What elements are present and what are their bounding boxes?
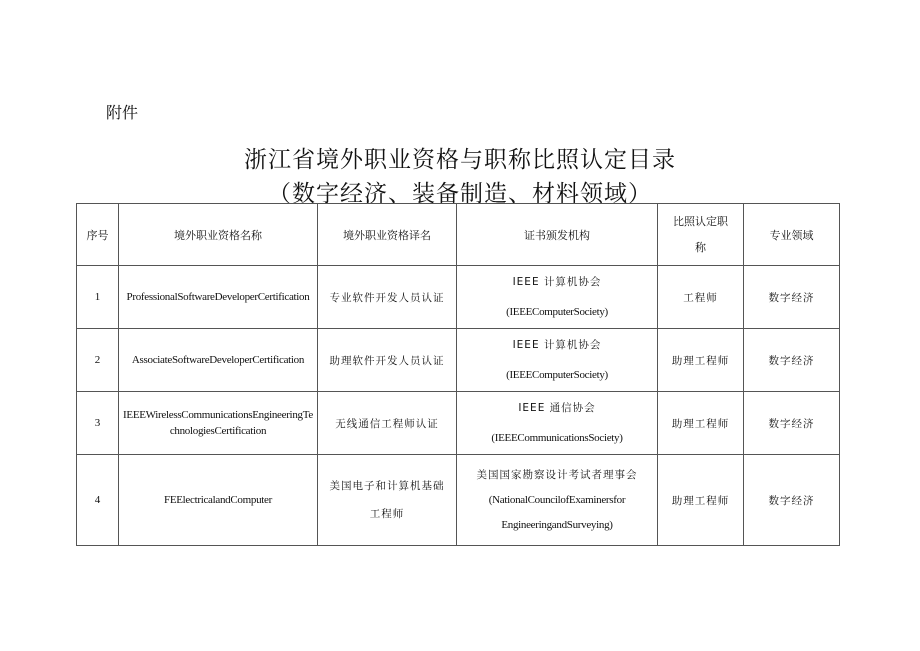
- table-header-row: [77, 204, 840, 266]
- issuer-cn: IEEE 计算机协会: [512, 276, 602, 288]
- issuer-cn: 美国国家勘察设计考试者理事会: [476, 468, 638, 481]
- issuer-en: (IEEECommunicationsSociety): [491, 432, 623, 444]
- header-translation: 境外职业资格译名: [318, 204, 457, 266]
- cell-no: 2: [77, 329, 119, 392]
- issuer-cn: IEEE 通信协会: [518, 402, 596, 414]
- cell-translation: 助理软件开发人员认证: [318, 329, 457, 392]
- header-issuer: 证书颁发机构: [457, 204, 658, 266]
- table-row: [77, 392, 840, 455]
- header-equivalent: [658, 204, 744, 266]
- cell-issuer: [457, 329, 658, 392]
- cell-name: ProfessionalSoftwareDeveloperCertification: [119, 266, 318, 329]
- issuer-cn: IEEE 计算机协会: [512, 339, 602, 351]
- cell-name: AssociateSoftwareDeveloperCertification: [119, 329, 318, 392]
- header-equivalent-line1: 比照认定职: [673, 214, 728, 228]
- cell-issuer: [457, 455, 658, 546]
- cell-translation: 无线通信工程师认证: [318, 392, 457, 455]
- cell-no: 3: [77, 392, 119, 455]
- cell-issuer: [457, 392, 658, 455]
- header-no: 序号: [77, 204, 119, 266]
- cell-no: 1: [77, 266, 119, 329]
- cell-equivalent: 助理工程师: [658, 329, 744, 392]
- cell-field: 数字经济: [744, 392, 840, 455]
- cell-no: 4: [77, 455, 119, 546]
- cell-translation: [318, 455, 457, 546]
- page-title: 浙江省境外职业资格与职称比照认定目录: [244, 147, 676, 173]
- cell-name: FEElectricalandComputer: [119, 455, 318, 546]
- issuer-en-line1: (NationalCouncilofExaminersfor: [488, 493, 626, 506]
- header-equivalent-line2: 称: [695, 240, 706, 254]
- translation-line1: 美国电子和计算机基础: [329, 480, 445, 492]
- cell-name: IEEEWirelessCommunicationsEngineeringTechnologiesCertification: [119, 392, 318, 455]
- cell-field: 数字经济: [744, 266, 840, 329]
- table-row: [77, 455, 840, 546]
- attachment-label: 附件: [106, 103, 139, 122]
- issuer-en: (IEEEComputerSociety): [506, 306, 608, 318]
- cell-equivalent: 助理工程师: [658, 392, 744, 455]
- cell-translation: 专业软件开发人员认证: [318, 266, 457, 329]
- cell-field: 数字经济: [744, 329, 840, 392]
- table-row: [77, 266, 840, 329]
- header-field: 专业领域: [744, 204, 840, 266]
- page-subtitle: （数字经济、装备制造、材料领域）: [268, 181, 652, 207]
- issuer-en: (IEEEComputerSociety): [506, 369, 608, 381]
- header-name: 境外职业资格名称: [119, 204, 318, 266]
- translation-line2: 工程师: [369, 508, 405, 520]
- table-row: [77, 329, 840, 392]
- catalog-table: [76, 203, 840, 546]
- cell-issuer: [457, 266, 658, 329]
- cell-equivalent: 助理工程师: [658, 455, 744, 546]
- cell-equivalent: 工程师: [658, 266, 744, 329]
- cell-field: 数字经济: [744, 455, 840, 546]
- issuer-en-line2: EngineeringandSurveying): [501, 518, 613, 531]
